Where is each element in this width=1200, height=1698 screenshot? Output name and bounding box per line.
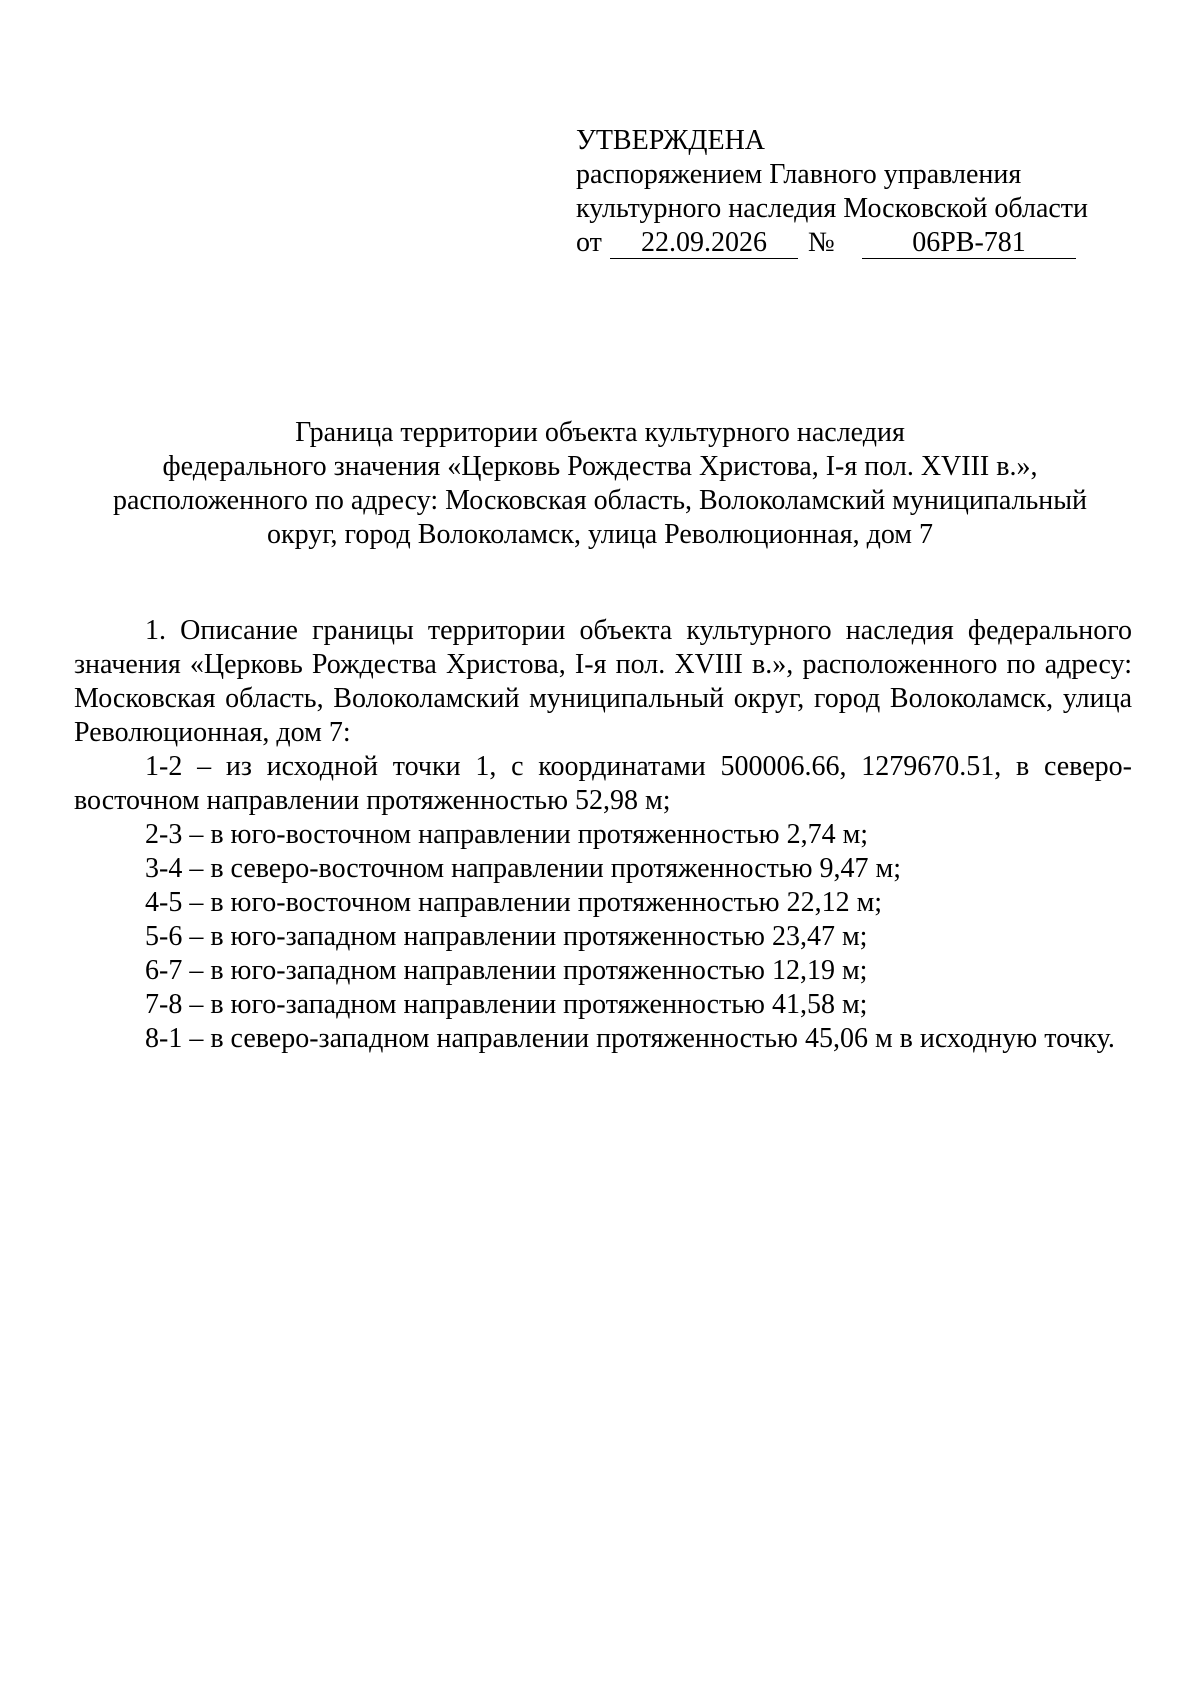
boundary-segment-item: 3-4 – в северо-восточном направлении протяженностью 9,47 м; [145, 853, 902, 884]
title-line: округ, город Волоколамск, улица Революционная, дом 7 [266, 519, 934, 550]
title-line: федерального значения «Церковь Рождества Христова, I-я пол. XVIII в.», [162, 451, 1038, 482]
approval-authority-line-1: распоряжением Главного управления [576, 159, 1022, 190]
approval-date: 22.09.2026 [610, 226, 798, 259]
approval-authority-line-2: культурного наследия Московской области [576, 193, 1089, 224]
approval-date-number-line [576, 226, 1088, 260]
from-label: от [576, 227, 602, 258]
title-line: расположенного по адресу: Московская область, Волоколамский муниципальный [112, 485, 1088, 516]
boundary-segment-item: 2-3 – в юго-восточном направлении протяженностью 2,74 м; [145, 819, 869, 850]
approval-number: 06РВ-781 [862, 226, 1076, 259]
document-body [74, 614, 1132, 1056]
approval-stamp-block [576, 124, 1088, 260]
intro-paragraph: 1. Описание границы территории объекта культурного наследия федерального значения «Церковь Рождества Христова, I-я пол. XVIII в.», расположенного по адресу: Московская область, Волоколамский муниципальный округ, город Волоколамск, улица Революционная, дом 7: [74, 615, 1132, 748]
document-title [80, 416, 1120, 552]
boundary-segment-item: 5-6 – в юго-западном направлении протяженностью 23,47 м; [145, 921, 868, 952]
boundary-segment-item: 6-7 – в юго-западном направлении протяженностью 12,19 м; [145, 955, 868, 986]
approved-heading: УТВЕРЖДЕНА [576, 125, 766, 156]
number-sign: № [808, 227, 835, 258]
title-line: Граница территории объекта культурного наследия [295, 417, 905, 448]
boundary-segment-item: 8-1 – в северо-западном направлении протяженностью 45,06 м в исходную точку. [145, 1023, 1115, 1054]
boundary-segment-item: 7-8 – в юго-западном направлении протяженностью 41,58 м; [145, 989, 868, 1020]
boundary-segment-item: 1-2 – из исходной точки 1, с координатами 500006.66, 1279670.51, в северо-восточном направлении протяженностью 52,98 м; [74, 751, 1132, 816]
boundary-segment-item: 4-5 – в юго-восточном направлении протяженностью 22,12 м; [145, 887, 883, 918]
